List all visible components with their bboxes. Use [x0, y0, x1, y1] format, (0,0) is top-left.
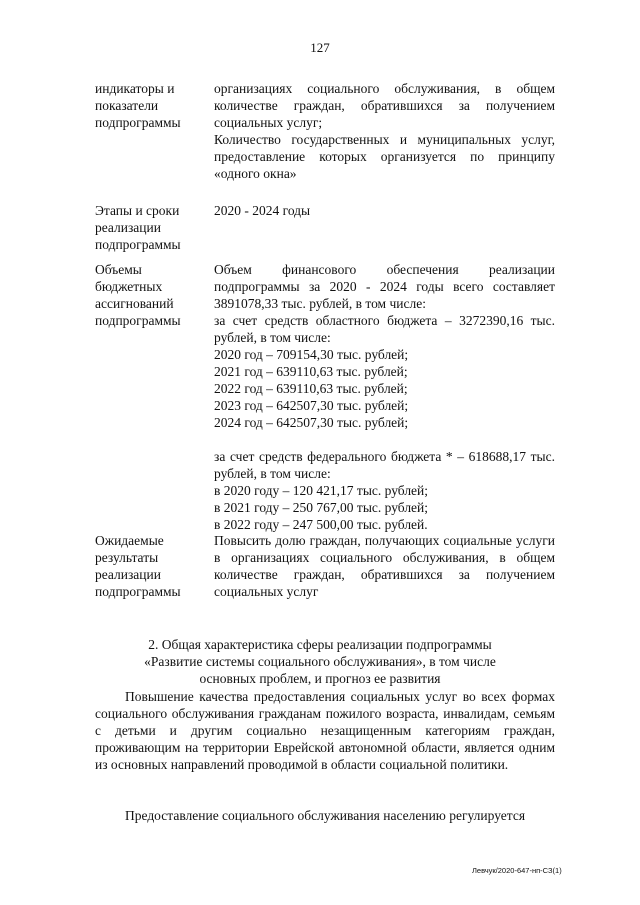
row-label: Объемы бюджетных ассигнований подпрограммы: [95, 262, 181, 328]
row-label: Ожидаемые результаты реализации подпрограммы: [95, 533, 181, 599]
row-label: Этапы и сроки реализации подпрограммы: [95, 203, 181, 252]
footer-code: Левчук/2020-647-нп-СЗ(1): [472, 866, 562, 875]
row-content: Повысить долю граждан, получающих социальные услуги в организациях социального обслуживания, в общем количестве граждан, обратившихся за получением социальных услуг: [214, 533, 555, 599]
section-title: 2. Общая характеристика сферы реализации подпрограммы «Развитие системы социального обслуживания», в том числе основных проблем, и прогноз ее развития: [144, 637, 496, 686]
row-content: 2020 - 2024 годы: [214, 203, 311, 218]
row-content: Объем финансового обеспечения реализации подпрограммы за 2020 - 2024 годы всего составляет 3891078,33 тыс. рублей, в том числе: за счет средств областного бюджета – 3272390,16 тыс. рублей, в том числе: 2020 год – 709154,30 тыс. рублей; 2021 год – 639110,63 тыс. рублей; 2022 год – 639110,63 тыс. рублей; 2023 год – 642507,30 тыс. рублей; 2024 год – 642507,30 тыс. рублей; за счет средств федерального бюджета * – 618688,17 тыс. рублей, в том числе: в 2020 году – 120 421,17 тыс. рублей; в 2021 году – 250 767,00 тыс. рублей; в 2022 году – 247 500,00 тыс. рублей.: [214, 262, 555, 532]
page-number: 127: [310, 40, 330, 55]
row-label: индикаторы и показатели подпрограммы: [95, 81, 181, 130]
row-content: организациях социального обслуживания, в общем количестве граждан, обратившихся за получением социальных услуг; Количество государственных и муниципальных услуг, предоставление которых организуется по принципу «одного окна»: [214, 81, 555, 181]
body-paragraph: Предоставление социального обслуживания населению регулируется: [125, 808, 526, 823]
body-paragraph: Повышение качества предоставления социальных услуг во всех формах социального обслуживания гражданам пожилого возраста, инвалидам, семьям с детьми и другим социально незащищенным категориям граждан, проживающим на территории Еврейской автономной области, является одним из основных направлений проводимой в области социальной политики.: [95, 689, 555, 772]
